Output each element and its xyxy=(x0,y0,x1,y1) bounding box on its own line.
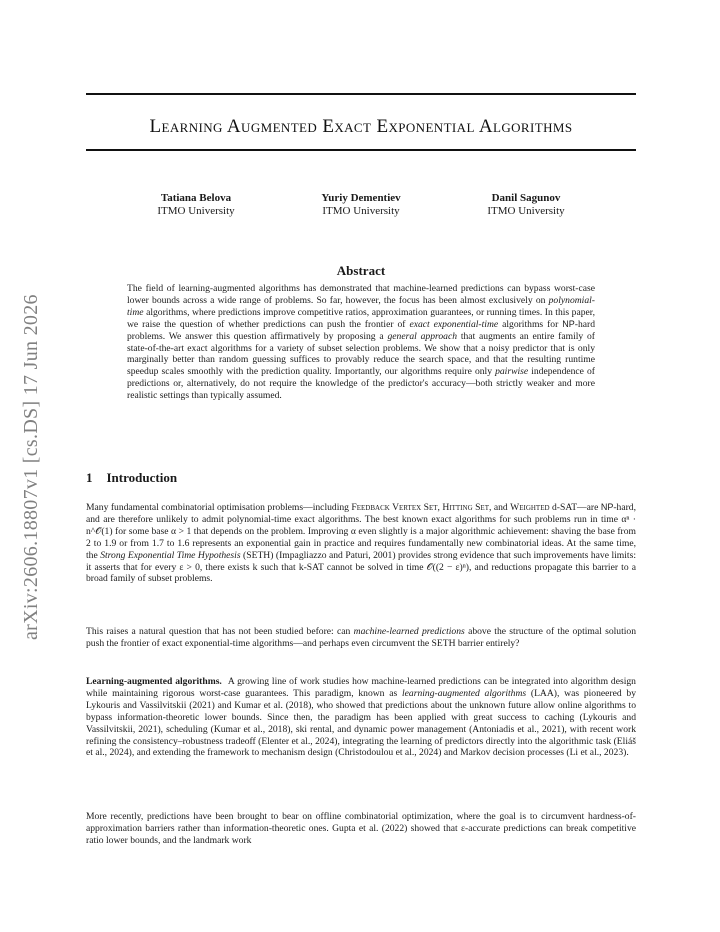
author-affiliation: ITMO University xyxy=(487,205,565,217)
paragraph-heading: Learning-augmented algorithms. xyxy=(86,676,222,687)
title-rule-top xyxy=(86,93,636,95)
abstract-text: The field of learning-augmented algorithms has demonstrated that machine-learned predictions can bypass worst-case lower bounds across a wide range of problems. So far, however, the focus has been almost exclusively on polynomial-time algorithms, where predictions improve competitive ratios, approximation guarantees, or running times. In this paper, we raise the question of whether predictions can push the frontier of exact exponential-time algorithms for NP-hard problems. We answer this question affirmatively by proposing a general approach that augments an entire family of state-of-the-art exact algorithms for a variety of subset selection problems. We show that a noisy predictor that is only marginally better than random guessing suffices to provably reduce the search space, and that the resulting runtime speedup scales smoothly with the prediction quality. Importantly, our algorithms require only pairwise independence of predictions or, alternatively, do not require the knowledge of the predictor's accuracy—both strictly weaker and more realistic settings than typically assumed. xyxy=(127,283,596,402)
paper-title: Learning Augmented Exact Exponential Algorithms xyxy=(149,116,573,137)
author-block xyxy=(86,192,636,224)
abstract-heading: Abstract xyxy=(336,263,386,278)
author-2 xyxy=(281,192,441,218)
author-affiliation: ITMO University xyxy=(157,205,235,217)
title-rule-bottom xyxy=(86,149,636,151)
intro-paragraph-learning-augmented: Learning-augmented algorithms. A growing line of work studies how machine-learned predictions can be integrated into algorithm design while maintaining rigorous worst-case guarantees. This paradigm, known as learning-augmented algorithms (LAA), was pioneered by Lykouris and Vassilvitskii (2021) and Kumar et al. (2018), who showed that predictions about the unknown future allow online algorithms to bypass information-theoretic lower bounds. Since then, the paradigm has been applied with great success to caching (Lykouris and Vassilvitskii, 2021), scheduling (Kumar et al., 2018), ski rental, and dynamic power management (Antoniadis et al., 2021), with recent work refining the consistency–robustness tradeoff (Elenter et al., 2024), integrating the learning of predictors directly into the algorithmic task (Eliáš et al., 2024), and extending the framework to mechanism design (Christodoulou et al., 2024) and Markov decision processes (Li et al., 2023). xyxy=(86,676,636,759)
author-1 xyxy=(116,192,276,218)
author-3 xyxy=(446,192,606,218)
author-affiliation: ITMO University xyxy=(322,205,400,217)
author-name: Yuriy Dementiev xyxy=(321,192,401,204)
section-heading-introduction xyxy=(86,470,636,486)
arxiv-identifier-stamp: arXiv:2606.18807v1 [cs.DS] 17 Jun 2026 xyxy=(20,294,42,640)
intro-paragraph-4: More recently, predictions have been brought to bear on offline combinatorial optimization, where the goal is to circumvent hardness-of-approximation barriers rather than information-theoretic ones. Gupta et al. (2022) showed that ε-accurate predictions can break competitive ratio lower bounds, and the landmark work xyxy=(86,811,636,846)
intro-paragraph-2: This raises a natural question that has not been studied before: can machine-learned predictions above the structure of the optimal solution push the frontier of exact exponential-time algorithms—and perhaps even circumvent the SETH barrier entirely? xyxy=(86,626,636,649)
author-name: Tatiana Belova xyxy=(160,192,232,204)
section-number: 1 xyxy=(86,470,93,485)
intro-paragraph-1: Many fundamental combinatorial optimisation problems—including Feedback Vertex Set, Hitting Set, and Weighted d-SAT—are NP-hard, and are therefore unlikely to admit polynomial-time exact algorithms. The best known exact algorithms for such problems run in time αⁿ · n^𝒪(1) for some base α > 1 that depends on the problem. Improving α even slightly is a major algorithmic achievement: shaving the base from 2 to 1.9 or from 1.7 to 1.6 represents an exponential gain in practice and requires fundamentally new combinatorial ideas. At the same time, the Strong Exponential Time Hypothesis (SETH) (Impagliazzo and Paturi, 2001) provides strong evidence that such improvements have limits: it asserts that for every ε > 0, there exists k such that k-SAT cannot be solved in time 𝒪((2 − ε)ⁿ), and reductions propagate this barrier to a broad family of subset problems. xyxy=(86,502,636,585)
section-title: Introduction xyxy=(106,470,178,485)
author-name: Danil Sagunov xyxy=(491,192,561,204)
